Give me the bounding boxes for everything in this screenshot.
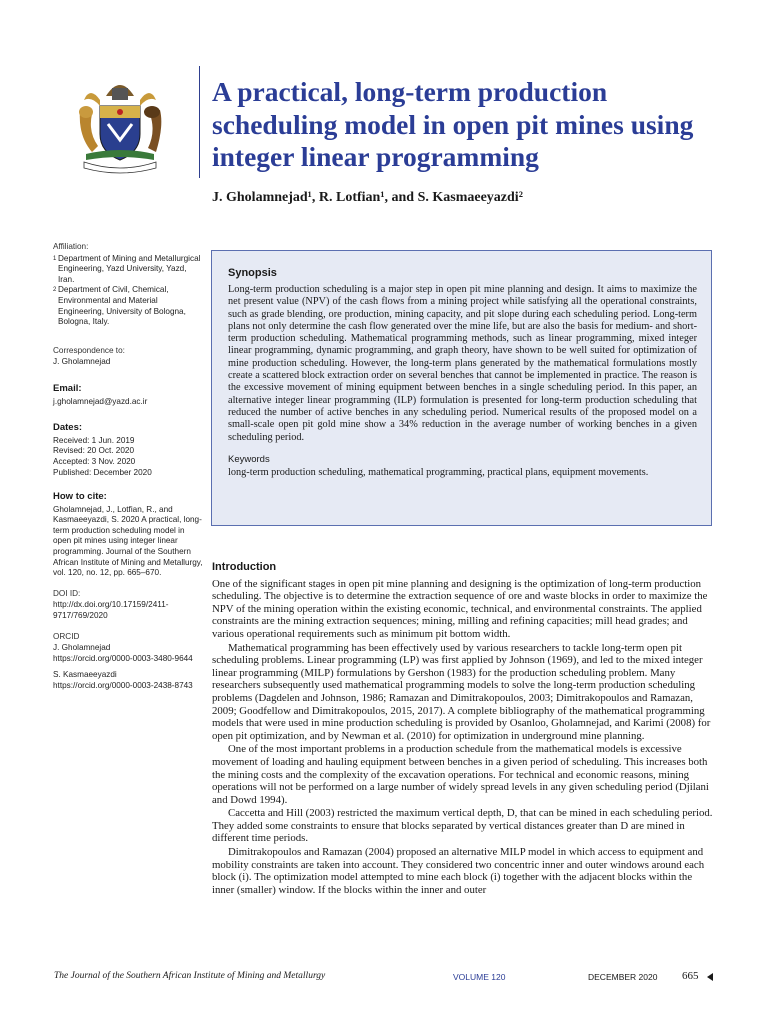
date-accepted: Accepted: 3 Nov. 2020 — [53, 456, 136, 466]
article-body — [212, 561, 715, 897]
email-link[interactable]: j.gholamnejad@yazd.ac.ir — [53, 396, 148, 406]
keywords-text: long-term production scheduling, mathematical programming, practical plans, equipment movements. — [228, 466, 649, 478]
doi-label: DOI ID: — [53, 588, 81, 598]
paragraph: One of the significant stages in open pit mine planning and designing is the optimization of long-term production scheduling. The objective is to determine the extraction sequence of ore and waste blocks in order to maximize the NPV of the mining operation within the existing economic, technical, and environmental constraints. The applied constraints are the mining extraction sequences; mining, milling and refining capacities; mill head grades; and various operational requirements such as minimum pit bottom width. — [212, 577, 708, 640]
email-label: Email: — [53, 382, 82, 394]
page-arrow-icon — [707, 973, 713, 981]
date-revised: Revised: 20 Oct. 2020 — [53, 446, 135, 456]
sidebar — [53, 242, 203, 702]
volume-label: VOLUME 120 — [453, 972, 506, 982]
date-received: Received: 1 Jun. 2019 — [53, 435, 135, 445]
page-number: 665 — [682, 970, 699, 982]
synopsis-text: Long-term production scheduling is a major step in open pit mine planning and design. It aims to maximize the net present value (NPV) of the cash flows from a mining project while satisfying all the operational constraints, such as grade blending, ore production, mining capacity, and pit slope during each scheduling period. Long-term plans not only determine the cash flow generated over the mine life, but are also the basis for medium- and short-term production scheduling. Mathematical programming methods, such as linear programming, mixed integer linear programming, dynamic programming, and graph theory, have shown to be well suited for optimization of mine production scheduling. However, the long-term plans generated by the mathematical formulations mostly create a scattered block extraction order on several benches that cannot be implemented in practice. The reason is the excessive movement of mining equipment between benches in a single scheduling period. In this paper, an alternative integer linear programming (ILP) formulation is presented for long-term production scheduling that reduced the number of active benches in any scheduling period. Numerical results of the proposed model on a small-scale open pit gold mine show a 34% reduction in the average number of working benches in a given scheduling period. — [228, 284, 697, 443]
citation-text: Gholamnejad, J., Lotfian, R., and Kasmaeeyazdi, S. 2020 A practical, long-term production scheduling model in open pit mines using integer linear programming. Journal of the Southern African Institute of Mining and Metallurgy, vol. 120, no. 12, pp. 665–670. — [53, 504, 203, 578]
affiliation-item — [53, 285, 203, 327]
paragraph: Dimitrakopoulos and Ramazan (2004) proposed an alternative MILP model in which access to equipment and mobility constraints are taken into account. They considered two concentric inner and outer windows around each block (i). The optimization model attempted to mine each block (i) together with the adjacent blocks within the inner (smaller) window. If the blocks within the inner and outer — [212, 846, 705, 896]
paragraph: Mathematical programming has been effectively used by various researchers to tackle long-term open pit scheduling problems. Linear programming (LP) was first applied by Johnson (1969), and led to the mixed integer linear programming (MILP) formulations by Gershon (1983) for the production scheduling problem. Many researchers subsequently used mathematical programming models to solve the long-term production scheduling problems (Dagdelen and Johnson, 1986; Ramazan and Dimitrakopoulos, 2003; Dimitrakopoulos and Ramazan, 2009; Goodfellow and Dimitrakopoulos, 2015, 2017). A complete bibliography of the mathematical programming models that were used in mine production scheduling is provided by Osanloo, Gholamnejad, and Karimi (2008) for open pit optimization, and by Newman et al. (2010) for optimization in underground mine planning. — [212, 641, 711, 742]
paragraph: One of the most important problems in a production schedule from the mathematical models is excessive movement of loading and hauling equipment between benches in a given period of scheduling. This increases both the mining costs and the complexity of the excavation operations. For technical and economic reasons, mining operations will not be performed on a large number of widely spread levels in any given scheduling period (Djilani and Dowd 1994). — [212, 743, 709, 806]
keywords-heading: Keywords — [228, 453, 270, 465]
orcid-name: J. Gholamnejad — [53, 643, 111, 653]
paragraph: Caccetta and Hill (2003) restricted the maximum vertical depth, D, that can be mined in each scheduling period. They added some constraints to ensure that blocks separated by vertical distances greater than D are mined in different time periods. — [212, 807, 713, 845]
synopsis-box — [211, 250, 712, 526]
synopsis-heading: Synopsis — [228, 267, 277, 279]
dates-label: Dates: — [53, 422, 83, 434]
institute-crest-logo — [70, 66, 170, 176]
page-footer — [54, 971, 714, 987]
affiliation-text: Department of Mining and Metallurgical Engineering, Yazd University, Yazd, Iran. — [58, 253, 201, 284]
paper-title: A practical, long-term production scheduling model in open pit mines using integer linear programming — [212, 76, 694, 172]
correspondence-name: J. Gholamnejad — [53, 357, 111, 367]
orcid-label: ORCID — [53, 631, 80, 641]
orcid-name: S. Kasmaeeyazdi — [53, 670, 117, 680]
affiliation-number: 2 — [53, 287, 57, 294]
orcid-link[interactable]: https://orcid.org/0000-0003-3480-9644 — [53, 653, 193, 663]
doi-link[interactable]: http://dx.doi.org/10.17159/2411-9717/769/2020 — [53, 600, 169, 621]
title-divider — [199, 66, 200, 178]
author-list: J. Gholamnejad¹, R. Lotfian¹, and S. Kasmaeeyazdi² — [212, 190, 523, 205]
introduction-heading: Introduction — [212, 561, 277, 573]
cite-label: How to cite: — [53, 491, 107, 503]
date-published: Published: December 2020 — [53, 467, 152, 477]
journal-name: The Journal of the Southern African Institute of Mining and Metallurgy — [54, 971, 326, 981]
affiliation-text: Department of Civil, Chemical, Environmental and Material Engineering, University of Bologna, Bologna, Italy. — [58, 285, 186, 327]
affiliation-number: 1 — [53, 255, 57, 262]
issue-date: DECEMBER 2020 — [588, 972, 658, 982]
affiliation-item — [53, 254, 203, 286]
orcid-link[interactable]: https://orcid.org/0000-0003-2438-8743 — [53, 681, 193, 690]
correspondence-label: Correspondence to: — [53, 345, 125, 355]
affiliation-label: Affiliation: — [53, 242, 89, 251]
